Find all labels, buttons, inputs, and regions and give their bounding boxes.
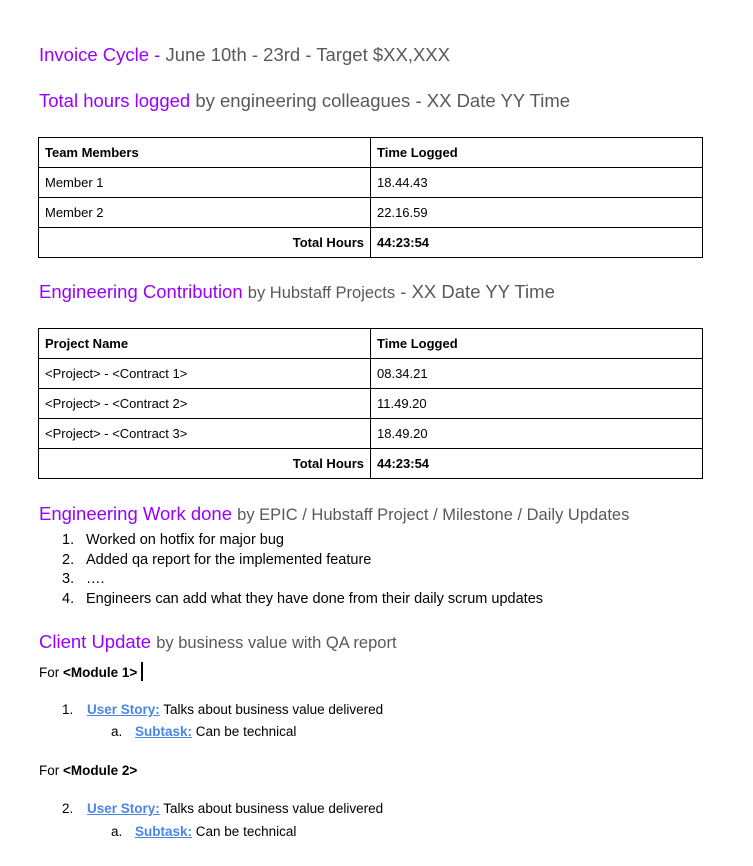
module-1-story-number: 1. (62, 702, 74, 717)
total-hours-label: Total hours logged (39, 90, 191, 111)
project-name-cell: <Project> - <Contract 2> (39, 389, 371, 419)
invoice-cycle-heading (39, 46, 450, 65)
module-1-subtask (135, 724, 296, 739)
engineering-contribution-heading (39, 283, 555, 302)
table-row (39, 168, 703, 198)
text-cursor (141, 662, 143, 681)
for-label: For (39, 763, 60, 778)
client-update-detail: by business value with QA report (156, 634, 397, 652)
table-total-row (39, 449, 703, 479)
subtask-link[interactable]: Subtask: (135, 724, 193, 739)
total-hours-heading (39, 92, 570, 111)
list-item: 2. Added qa report for the implemented feature (62, 551, 372, 568)
engineering-work-detail: by EPIC / Hubstaff Project / Milestone / Daily Updates (237, 506, 630, 524)
for-label: For (39, 665, 60, 680)
column-header: Team Members (39, 138, 371, 168)
module-2-title (39, 763, 137, 778)
project-name-cell: <Project> - <Contract 3> (39, 419, 371, 449)
table-total-row (39, 228, 703, 258)
table-row (39, 419, 703, 449)
member-name-cell: Member 2 (39, 198, 371, 228)
work-done-list (0, 531, 543, 609)
list-item: 3. …. (62, 571, 105, 587)
invoice-cycle-detail: June 10th - 23rd - Target $XX,XXX (165, 44, 450, 65)
project-name-cell: <Project> - <Contract 1> (39, 359, 371, 389)
user-story-text: Talks about business value delivered (163, 702, 384, 717)
user-story-link[interactable]: User Story: (87, 702, 160, 717)
work-item-text: Worked on hotfix for major bug (86, 532, 284, 548)
module-1-user-story (87, 702, 383, 717)
module-name: <Module 1> (63, 665, 138, 680)
engineering-contribution-detail: - XX Date YY Time (400, 281, 555, 302)
subtask-text: Can be technical (195, 824, 297, 839)
column-header: Time Logged (371, 138, 703, 168)
work-item-text: Engineers can add what they have done from their daily scrum updates (86, 590, 544, 607)
invoice-cycle-label: Invoice Cycle - (39, 44, 161, 65)
total-hours-detail: by engineering colleagues - XX Date YY Time (195, 90, 571, 111)
engineering-work-heading (39, 505, 629, 524)
table-header-row (39, 329, 703, 359)
team-hours-table (38, 137, 703, 258)
module-1-subtask-letter: a. (111, 724, 123, 739)
list-item: 4. Engineers can add what they have done from their daily scrum updates (62, 590, 544, 607)
table-row (39, 359, 703, 389)
table-row (39, 389, 703, 419)
total-hours-label-cell: Total Hours (39, 228, 371, 258)
module-2-story-number: 2. (62, 801, 74, 816)
engineering-contribution-label: Engineering Contribution (39, 281, 243, 302)
project-hours-table (38, 328, 703, 479)
module-2-subtask-letter: a. (111, 824, 123, 839)
engineering-work-label: Engineering Work done (39, 503, 233, 524)
subtask-link[interactable]: Subtask: (135, 824, 193, 839)
total-hours-value-cell: 44:23:54 (371, 228, 703, 258)
subtask-text: Can be technical (195, 724, 297, 739)
client-update-label: Client Update (39, 631, 152, 652)
table-header-row (39, 138, 703, 168)
list-item: 1. Worked on hotfix for major bug (62, 532, 284, 548)
total-hours-value-cell: 44:23:54 (371, 449, 703, 479)
column-header: Time Logged (371, 329, 703, 359)
total-hours-label-cell: Total Hours (39, 449, 371, 479)
engineering-contribution-by: by Hubstaff Projects (247, 284, 396, 302)
column-header: Project Name (39, 329, 371, 359)
work-item-text: Added qa report for the implemented feature (86, 551, 372, 568)
user-story-link[interactable]: User Story: (87, 801, 160, 816)
module-name: <Module 2> (63, 763, 138, 778)
module-2-subtask (135, 824, 296, 839)
time-logged-cell: 18.49.20 (371, 419, 703, 449)
work-item-text: …. (86, 571, 105, 587)
client-update-heading (39, 633, 397, 652)
table-row (39, 198, 703, 228)
member-name-cell: Member 1 (39, 168, 371, 198)
module-1-title (39, 662, 143, 681)
time-logged-cell: 11.49.20 (371, 389, 703, 419)
time-logged-cell: 22.16.59 (371, 198, 703, 228)
time-logged-cell: 18.44.43 (371, 168, 703, 198)
time-logged-cell: 08.34.21 (371, 359, 703, 389)
module-2-user-story (87, 801, 383, 816)
user-story-text: Talks about business value delivered (163, 801, 384, 816)
